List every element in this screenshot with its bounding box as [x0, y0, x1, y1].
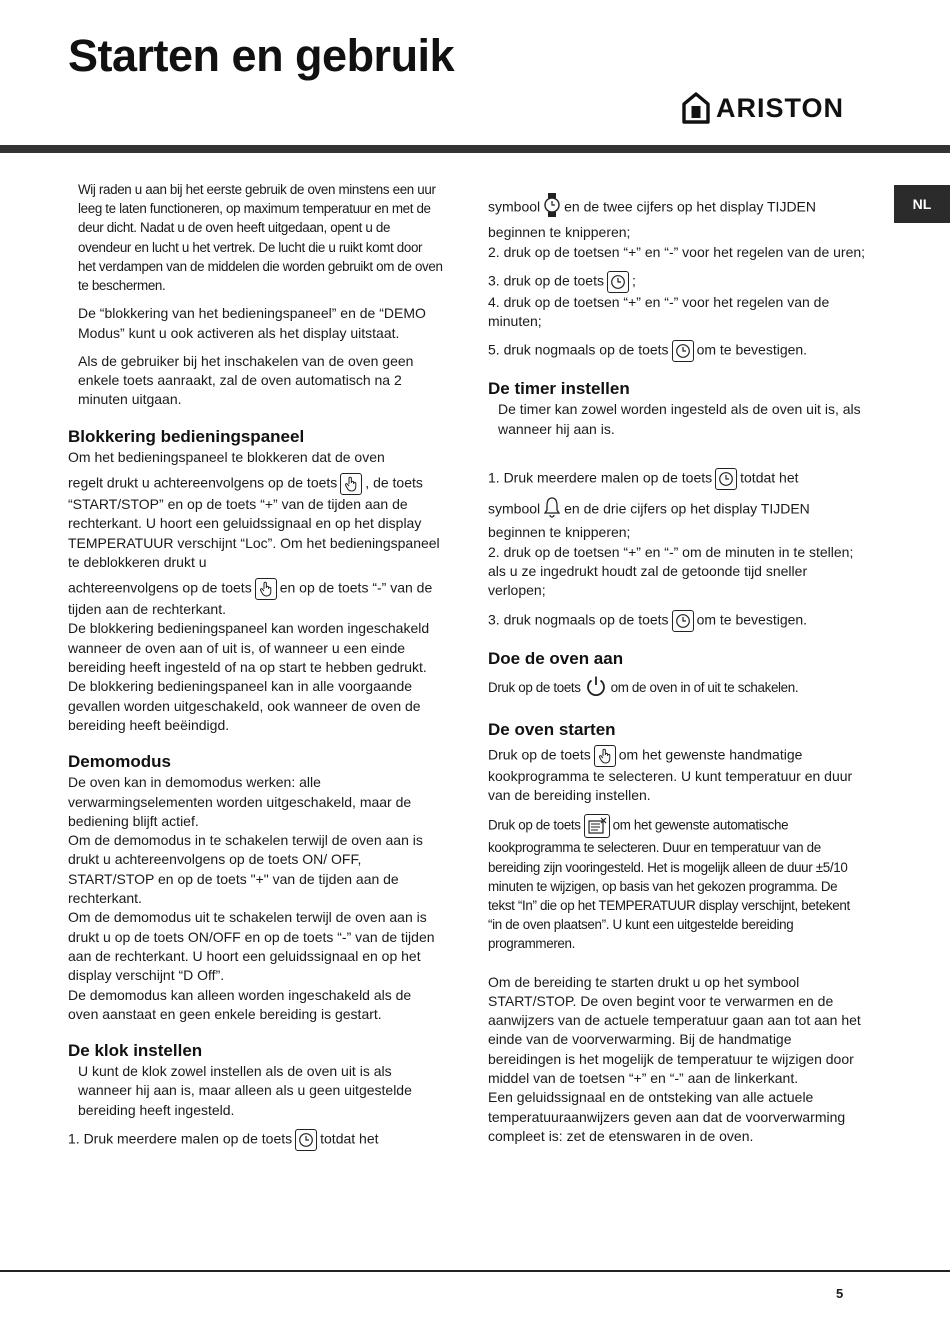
body-text: De demomodus kan alleen worden ingeschakeld als de oven aanstaat en geen enkele bereiding is gestart. [68, 986, 412, 1022]
text-run: symbool [488, 500, 541, 517]
right-column [488, 192, 866, 1146]
clock-icon [672, 610, 694, 632]
body-text [488, 610, 866, 632]
page-number: 5 [836, 1286, 844, 1301]
language-tab: NL [894, 185, 950, 223]
house-logo-icon [682, 92, 710, 124]
text-run: totdat het [740, 469, 799, 486]
body-text [68, 1129, 443, 1151]
intro-paragraph: Wij raden u aan bij het eerste gebruik de oven minstens een uur leeg te laten functioneren, op maximum temperatuur en met de deur dicht. Nadat u de oven heeft uitgedaan, opent u de ovendeur en lucht u het vertrek. De lucht die u ruikt komt door het verdampen van de middelen die worden gebruikt om de oven te beschermen. [78, 182, 443, 294]
body-text [488, 674, 866, 703]
hand-icon [340, 473, 362, 495]
body-text [488, 271, 866, 293]
body-text [488, 192, 866, 243]
watch-icon [543, 192, 561, 223]
body-text [488, 814, 866, 953]
text-run: 3. druk op de toets [488, 272, 604, 289]
hand-icon [594, 745, 616, 767]
text-run: symbool [488, 198, 541, 215]
text-run: en de twee cijfers op het display TIJDEN beginnen te knipperen; [488, 198, 817, 241]
body-text [488, 340, 866, 362]
body-text [68, 473, 443, 572]
text-run: Druk op de toets [488, 817, 581, 833]
clock-icon [295, 1129, 317, 1151]
body-text: 2. druk op de toetsen “+” en “-” om de minuten in te stellen; als u ze ingedrukt houdt zal de getoonde tijd sneller verlopen; [488, 543, 854, 599]
text-run: om de oven in of uit te schakelen. [610, 679, 799, 695]
bell-icon [543, 496, 561, 523]
left-column [68, 180, 443, 1151]
text-run: 1. Druk meerdere malen op de toets [488, 469, 713, 486]
body-text: De blokkering bedieningspaneel kan worden ingeschakeld wanneer de oven aan of uit is, of wanneer u een einde bereiding heeft ingesteld of na op start te hebben gedrukt. De blokkering bedieningspaneel kan in alle voorgaande gevallen worden uitgeschakeld, ook wanneer de oven de bereiding heeft beëindigd. [68, 620, 430, 733]
text-run: ; [631, 272, 636, 289]
brand-logo [682, 92, 844, 124]
text-run: achtereenvolgens op de toets [68, 579, 252, 596]
body-text: Om de bereiding te starten drukt u op het symbool START/STOP. De oven begint voor te verwarmen en de aanwijzers van de actuele temperatuur gaan aan tot aan het einde van de voorverwarming. Bij de handmatige bereidingen is het mogelijk de temperatuur te wijzigen door middel van de toetsen “+” en “-” aan de linkerkant. [488, 973, 861, 1087]
section-heading-klok: De klok instellen [68, 1041, 203, 1061]
text-run: en op de toets “-” van de tijden aan de rechterkant. [68, 579, 433, 618]
spacer [488, 963, 866, 973]
spacer [488, 448, 866, 468]
clock-icon [672, 340, 694, 362]
text-run: 1. Druk meerdere malen op de toets [68, 1130, 293, 1147]
clock-icon [715, 468, 737, 490]
body-text [488, 745, 866, 806]
body-text [68, 578, 443, 619]
section-heading-oven-aan: Doe de oven aan [488, 648, 624, 668]
clock-icon [607, 271, 629, 293]
text-run: totdat het [320, 1130, 379, 1147]
body-text: Om de demomodus in te schakelen terwijl de oven aan is drukt u achtereenvolgens op de toets ON/ OFF, START/STOP en op de toets "+" van de tijden aan de rechterkant. [68, 832, 423, 907]
power-icon [584, 674, 608, 703]
section-heading-blokkering: Blokkering bedieningspaneel [68, 426, 305, 446]
text-run: en de drie cijfers op het display TIJDEN beginnen te knipperen; [488, 500, 810, 541]
text-run: om het gewenste handmatige kookprogramma te selecteren. U kunt temperatuur en duur van de bereiding instellen. [488, 746, 853, 804]
body-text: De timer kan zowel worden ingesteld als de oven uit is, als wanneer hij aan is. [498, 401, 861, 437]
text-run: 3. druk nogmaals op de toets [488, 611, 669, 628]
body-text: 4. druk op de toetsen “+” en “-” voor het regelen van de minuten; [488, 293, 830, 330]
footer-rule [0, 1270, 950, 1272]
text-run: , de toets “START/STOP” en op de toets “+” van de tijden aan de rechterkant. U hoort een geluidssignaal en op het display TEMPERATUUR verschijnt “Loc”. Om het bedieningspaneel te deblokkeren drukt u [68, 474, 440, 570]
section-heading-timer: De timer instellen [488, 379, 630, 399]
intro-paragraph: Als de gebruiker bij het inschakelen van de oven geen enkele toets aanraakt, zal de oven automatisch na 2 minuten uitgaan. [78, 352, 414, 408]
hand-icon [255, 578, 277, 600]
text-run: Druk op de toets [488, 746, 591, 763]
text-run: 5. druk nogmaals op de toets [488, 342, 669, 359]
page-title: Starten en gebruik [68, 30, 455, 81]
body-text: Een geluidssignaal en de ontsteking van alle actuele temperatuuraanwijzers geven aan dat de voorverwarming compleet is: zet de etenswaren in de oven. [488, 1089, 846, 1144]
text-run: om te bevestigen. [696, 342, 808, 359]
body-text: Om de demomodus uit te schakelen terwijl de oven aan is drukt u op de toets ON/OFF en op de toets “-” van de tijden aan de rechterkant. U hoort een geluidssignaal en op het display verschijnt “D Off”. [68, 909, 435, 984]
body-text: Om het bedieningspaneel te blokkeren dat de oven [68, 448, 385, 465]
recipe-book-icon [584, 814, 610, 838]
text-run: Druk op de toets [488, 679, 581, 695]
body-text [488, 496, 866, 543]
text-run: regelt drukt u achtereenvolgens op de toets [68, 474, 338, 491]
body-text: U kunt de klok zowel instellen als de oven uit is als wanneer hij aan is, maar alleen als u geen uitgestelde bereiding heeft ingesteld. [78, 1063, 412, 1118]
text-run: om het gewenste automatische kookprogramma te selecteren. Duur en temperatuur van de bereiding zijn vooringesteld. Het is mogelijk alleen de duur ±5/10 minuten te wijzigen, op basis van het gekozen programma. De tekst “In” die op het TEMPERATUUR display verschijnt, betekent “in de oven plaatsen”. U kunt een uitgestelde bereiding programmeren. [488, 817, 850, 952]
body-text: De oven kan in demomodus werken: alle verwarmingselementen worden uitgeschakeld, maar de bediening blijft actief. [68, 774, 412, 829]
section-heading-demomodus: Demomodus [68, 752, 171, 772]
intro-paragraph: De “blokkering van het bedieningspaneel” en de “DEMO Modus” kunt u ook activeren als het display uitstaat. [78, 305, 426, 341]
brand-name: ARISTON [716, 92, 845, 123]
text-run: om te bevestigen. [696, 611, 808, 628]
section-heading-oven-starten: De oven starten [488, 719, 616, 739]
body-text [488, 468, 866, 490]
body-text: 2. druk op de toetsen “+” en “-” voor het regelen van de uren; [488, 243, 866, 260]
header-rule [0, 145, 950, 153]
